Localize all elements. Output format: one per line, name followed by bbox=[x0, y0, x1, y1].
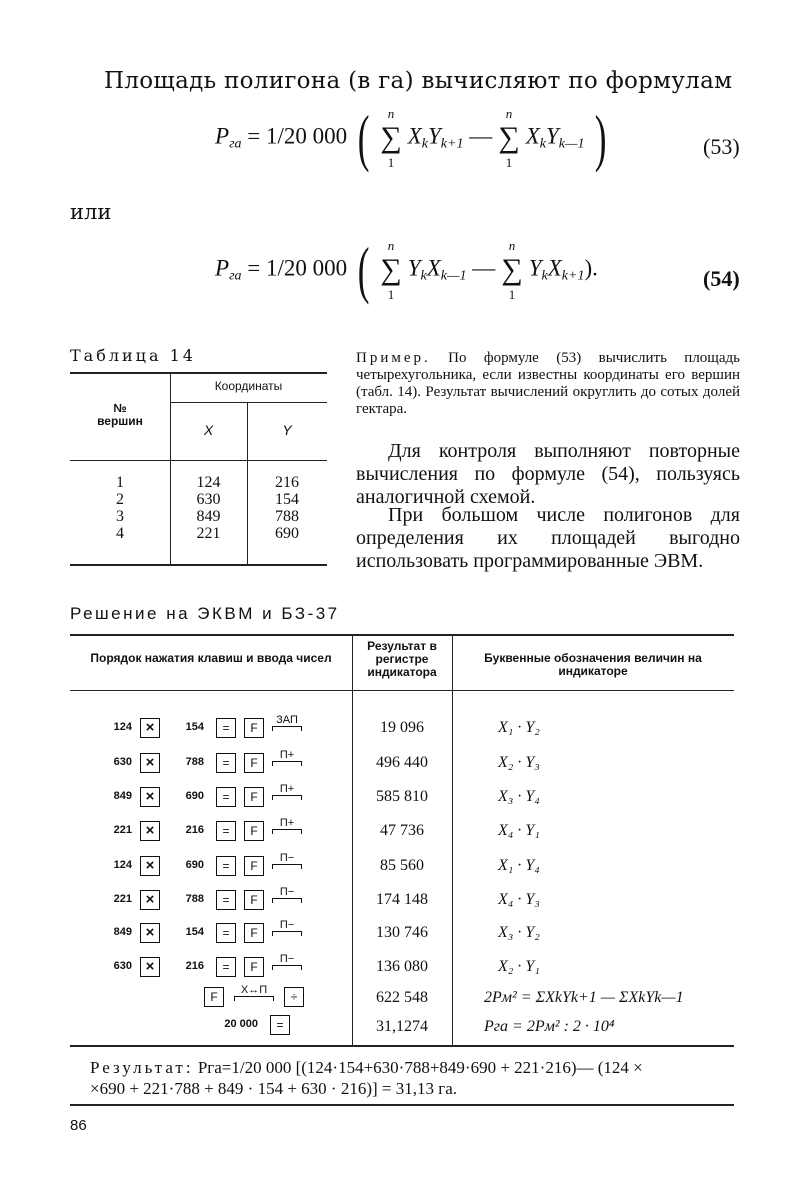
key-swap-label bbox=[234, 984, 274, 996]
result-block bbox=[90, 1057, 740, 1099]
x-coordinate-cell: 124 bbox=[196, 474, 221, 491]
key-f[interactable]: F bbox=[244, 787, 264, 807]
register-result: 130 746 bbox=[376, 924, 428, 941]
example-paragraph bbox=[356, 350, 740, 418]
coordinates-table bbox=[70, 372, 327, 568]
col-y-header: Y bbox=[282, 422, 292, 438]
sum-sign: ∑ n 1 bbox=[380, 238, 402, 302]
equation-number-54: (54) bbox=[703, 266, 740, 291]
minus: — bbox=[469, 123, 493, 149]
key-bracket bbox=[272, 898, 302, 903]
key-multiply[interactable]: × bbox=[140, 718, 160, 738]
row9-result: 622 548 bbox=[376, 989, 428, 1006]
key-equals[interactable]: = bbox=[270, 1015, 290, 1035]
memory-op-label bbox=[272, 749, 302, 761]
formula-54 bbox=[215, 234, 598, 305]
formula-lhs-sub: га bbox=[229, 136, 242, 152]
sum-upper: n bbox=[387, 106, 395, 121]
formula-end: ). bbox=[584, 255, 598, 281]
key-f[interactable]: F bbox=[244, 821, 264, 841]
key-multiply[interactable]: × bbox=[140, 821, 160, 841]
term-sub: k—1 bbox=[440, 268, 467, 284]
indicator-symbol: X₃ · Y₄ bbox=[498, 788, 540, 805]
term-sub: k bbox=[541, 268, 548, 284]
memory-op-label bbox=[272, 886, 302, 898]
operand-b: 690 bbox=[185, 859, 204, 871]
memory-op-label bbox=[272, 817, 302, 829]
polygons-paragraph: При большом числе полигонов для определения их площадей выгодно использовать программированные ЭВМ. bbox=[356, 504, 740, 572]
register-result: 585 810 bbox=[376, 788, 428, 805]
memory-op-text: П− bbox=[279, 919, 295, 931]
y-coordinate-cell: 216 bbox=[275, 474, 299, 491]
indicator-symbol: X₂ · Y₁ bbox=[498, 958, 540, 975]
term: X bbox=[407, 123, 422, 149]
key-f[interactable]: F bbox=[244, 856, 264, 876]
operand-b: 690 bbox=[185, 790, 204, 802]
x-coordinate-cell: 221 bbox=[196, 525, 221, 542]
head-order: Порядок нажатия клавиш и ввода чисел bbox=[90, 651, 332, 665]
sum-upper: n bbox=[508, 238, 516, 253]
register-result: 85 560 bbox=[380, 857, 424, 874]
y-coordinate-cell: 154 bbox=[275, 491, 299, 508]
indicator-symbol: X₄ · Y₃ bbox=[498, 891, 540, 908]
memory-op-text: П+ bbox=[279, 749, 295, 761]
row10-number: 20 000 bbox=[224, 1018, 258, 1030]
key-bracket bbox=[272, 761, 302, 766]
register-result: 47 736 bbox=[380, 822, 424, 839]
key-bracket bbox=[272, 965, 302, 970]
register-result: 136 080 bbox=[376, 958, 428, 975]
register-result: 19 096 bbox=[380, 719, 424, 736]
operand-a: 124 bbox=[113, 721, 132, 733]
formula-lhs-sub: га bbox=[229, 268, 242, 284]
key-equals[interactable]: = bbox=[216, 753, 236, 773]
key-bracket bbox=[234, 996, 274, 1001]
result-label: Результат: bbox=[90, 1058, 194, 1077]
key-multiply[interactable]: × bbox=[140, 890, 160, 910]
x-coordinate-cell: 849 bbox=[196, 508, 221, 525]
example-label: Пример. bbox=[356, 350, 431, 366]
paren-open: ( bbox=[357, 102, 370, 173]
paren-close: ) bbox=[595, 102, 607, 173]
memory-op-text: П+ bbox=[279, 783, 295, 795]
head-result: Результат в регистре индикатора bbox=[367, 639, 437, 679]
key-equals[interactable]: = bbox=[216, 856, 236, 876]
operand-b: 154 bbox=[185, 721, 204, 733]
sum-lower: 1 bbox=[387, 287, 395, 302]
key-bracket bbox=[272, 726, 302, 731]
key-bracket bbox=[272, 795, 302, 800]
sum-lower: 1 bbox=[508, 287, 516, 302]
sum-upper: n bbox=[505, 106, 513, 121]
equation-number-53: (53) bbox=[703, 134, 740, 159]
table-caption: Таблица 14 bbox=[70, 346, 196, 365]
key-equals[interactable]: = bbox=[216, 821, 236, 841]
operand-a: 221 bbox=[113, 893, 132, 905]
formula-53 bbox=[215, 102, 612, 173]
memory-op-text: П+ bbox=[279, 817, 295, 829]
term-sub: k+1 bbox=[561, 268, 585, 284]
operand-a: 630 bbox=[113, 960, 132, 972]
key-bracket bbox=[272, 931, 302, 936]
key-equals[interactable]: = bbox=[216, 923, 236, 943]
indicator-symbol: X₂ · Y₃ bbox=[498, 754, 540, 771]
memory-op-text: П− bbox=[279, 886, 295, 898]
memory-op-label bbox=[272, 919, 302, 931]
key-equals[interactable]: = bbox=[216, 957, 236, 977]
sum-upper: n bbox=[387, 238, 395, 253]
key-multiply[interactable]: × bbox=[140, 787, 160, 807]
bottom-rule bbox=[70, 1104, 734, 1106]
term-sub: k+1 bbox=[440, 136, 464, 152]
intro-text: Площадь полигона (в га) вычисляют по формулам bbox=[104, 68, 733, 94]
key-f[interactable]: F bbox=[204, 987, 224, 1007]
paren-open: ( bbox=[357, 234, 370, 305]
key-bracket bbox=[272, 864, 302, 869]
key-f[interactable]: F bbox=[244, 957, 264, 977]
minus: — bbox=[472, 255, 496, 281]
indicator-symbol: X₁ · Y₂ bbox=[498, 719, 540, 736]
key-multiply[interactable]: × bbox=[140, 923, 160, 943]
key-f[interactable]: F bbox=[244, 923, 264, 943]
col-coords-header: Координаты bbox=[214, 379, 283, 393]
formula-lhs: P bbox=[215, 255, 230, 281]
key-multiply[interactable]: × bbox=[140, 856, 160, 876]
key-multiply[interactable]: × bbox=[140, 753, 160, 773]
key-equals[interactable]: = bbox=[216, 718, 236, 738]
key-f[interactable]: F bbox=[244, 718, 264, 738]
key-multiply[interactable]: × bbox=[140, 957, 160, 977]
indicator-symbol: X₃ · Y₂ bbox=[498, 924, 540, 941]
result-text-2: ×690 + 221·788 + 849 · 154 + 630 · 216)] = 31,13 га. bbox=[90, 1079, 458, 1098]
operand-b: 154 bbox=[185, 926, 204, 938]
x-coordinate-cell: 630 bbox=[196, 491, 221, 508]
result-text-1: Pга=1/20 000 [(124·154+630·788+849·690 + 221·216)— (124 × bbox=[197, 1058, 643, 1077]
term-sub: k bbox=[420, 268, 427, 284]
key-f[interactable]: F bbox=[244, 890, 264, 910]
term: X bbox=[525, 123, 540, 149]
key-f[interactable]: F bbox=[244, 753, 264, 773]
vertex-number-cell: 3 bbox=[116, 508, 124, 525]
operand-a: 124 bbox=[113, 859, 132, 871]
sum-lower: 1 bbox=[505, 155, 513, 170]
y-coordinate-cell: 690 bbox=[275, 525, 299, 542]
memory-op-text: П− bbox=[279, 852, 295, 864]
memory-op-label bbox=[272, 953, 302, 965]
formula-lhs: P bbox=[215, 123, 230, 149]
sum-sign: ∑ n 1 bbox=[501, 238, 523, 302]
solution-table bbox=[70, 634, 734, 1044]
sum-sign: ∑ n 1 bbox=[498, 106, 520, 170]
term: Y bbox=[428, 123, 441, 149]
term-sub: k bbox=[539, 136, 546, 152]
or-text: или bbox=[70, 200, 112, 224]
memory-op-label bbox=[272, 852, 302, 864]
row10-result: 31,1274 bbox=[376, 1018, 428, 1035]
page-number: 86 bbox=[70, 1117, 87, 1134]
sum-sign: ∑ n 1 bbox=[380, 106, 402, 170]
solution-caption: Решение на ЭКВМ и БЗ-37 bbox=[70, 604, 340, 623]
example-text: По формуле (53) вычислить площадь четырехугольника, если известны координаты его вершин (табл. 14). Результат вычислений округлить до сотых долей гектара. bbox=[356, 350, 740, 417]
col-vertex-header: № вершин bbox=[97, 401, 143, 428]
operand-a: 849 bbox=[113, 790, 132, 802]
key-swap-text: Х↔П bbox=[240, 984, 268, 996]
key-equals[interactable]: = bbox=[216, 787, 236, 807]
head-symbols: Буквенные обозначения величин на индикаторе bbox=[484, 651, 702, 678]
term: Y bbox=[407, 255, 421, 281]
operand-a: 221 bbox=[113, 824, 132, 836]
operand-b: 788 bbox=[185, 756, 204, 768]
vertex-number-cell: 4 bbox=[116, 525, 124, 542]
memory-op-text: П− bbox=[279, 953, 295, 965]
term: Y bbox=[546, 123, 559, 149]
register-result: 174 148 bbox=[376, 891, 428, 908]
y-coordinate-cell: 788 bbox=[275, 508, 299, 525]
operand-b: 216 bbox=[185, 960, 204, 972]
vertex-number-cell: 2 bbox=[116, 491, 124, 508]
sum-lower: 1 bbox=[387, 155, 395, 170]
indicator-symbol: X₁ · Y₄ bbox=[498, 857, 540, 874]
row10-symbol: Pга = 2Pм² : 2 · 10⁴ bbox=[484, 1018, 615, 1035]
memory-op-label bbox=[272, 783, 302, 795]
key-divide[interactable]: ÷ bbox=[284, 987, 304, 1007]
term: X bbox=[547, 255, 562, 281]
vertex-number-cell: 1 bbox=[116, 474, 124, 491]
operand-b: 788 bbox=[185, 893, 204, 905]
register-result: 496 440 bbox=[376, 754, 428, 771]
term: Y bbox=[528, 255, 542, 281]
indicator-symbol: X₄ · Y₁ bbox=[498, 822, 540, 839]
key-equals[interactable]: = bbox=[216, 890, 236, 910]
operand-b: 216 bbox=[185, 824, 204, 836]
term: X bbox=[426, 255, 441, 281]
formula-coef: = 1/20 000 bbox=[247, 255, 348, 281]
operand-a: 849 bbox=[113, 926, 132, 938]
row9-symbol: 2Pм² = ΣXkYk+1 — ΣXkYk—1 bbox=[484, 989, 684, 1006]
memory-op-text: ЗАП bbox=[276, 714, 298, 726]
term-sub: k—1 bbox=[558, 136, 585, 152]
operand-a: 630 bbox=[113, 756, 132, 768]
formula-coef: = 1/20 000 bbox=[247, 123, 348, 149]
col-x-header: X bbox=[203, 422, 214, 438]
control-paragraph: Для контроля выполняют повторные вычисления по формуле (54), пользуясь аналогичной схемой. bbox=[356, 440, 740, 508]
memory-op-label bbox=[272, 714, 302, 726]
key-bracket bbox=[272, 829, 302, 834]
term-sub: k bbox=[421, 136, 428, 152]
